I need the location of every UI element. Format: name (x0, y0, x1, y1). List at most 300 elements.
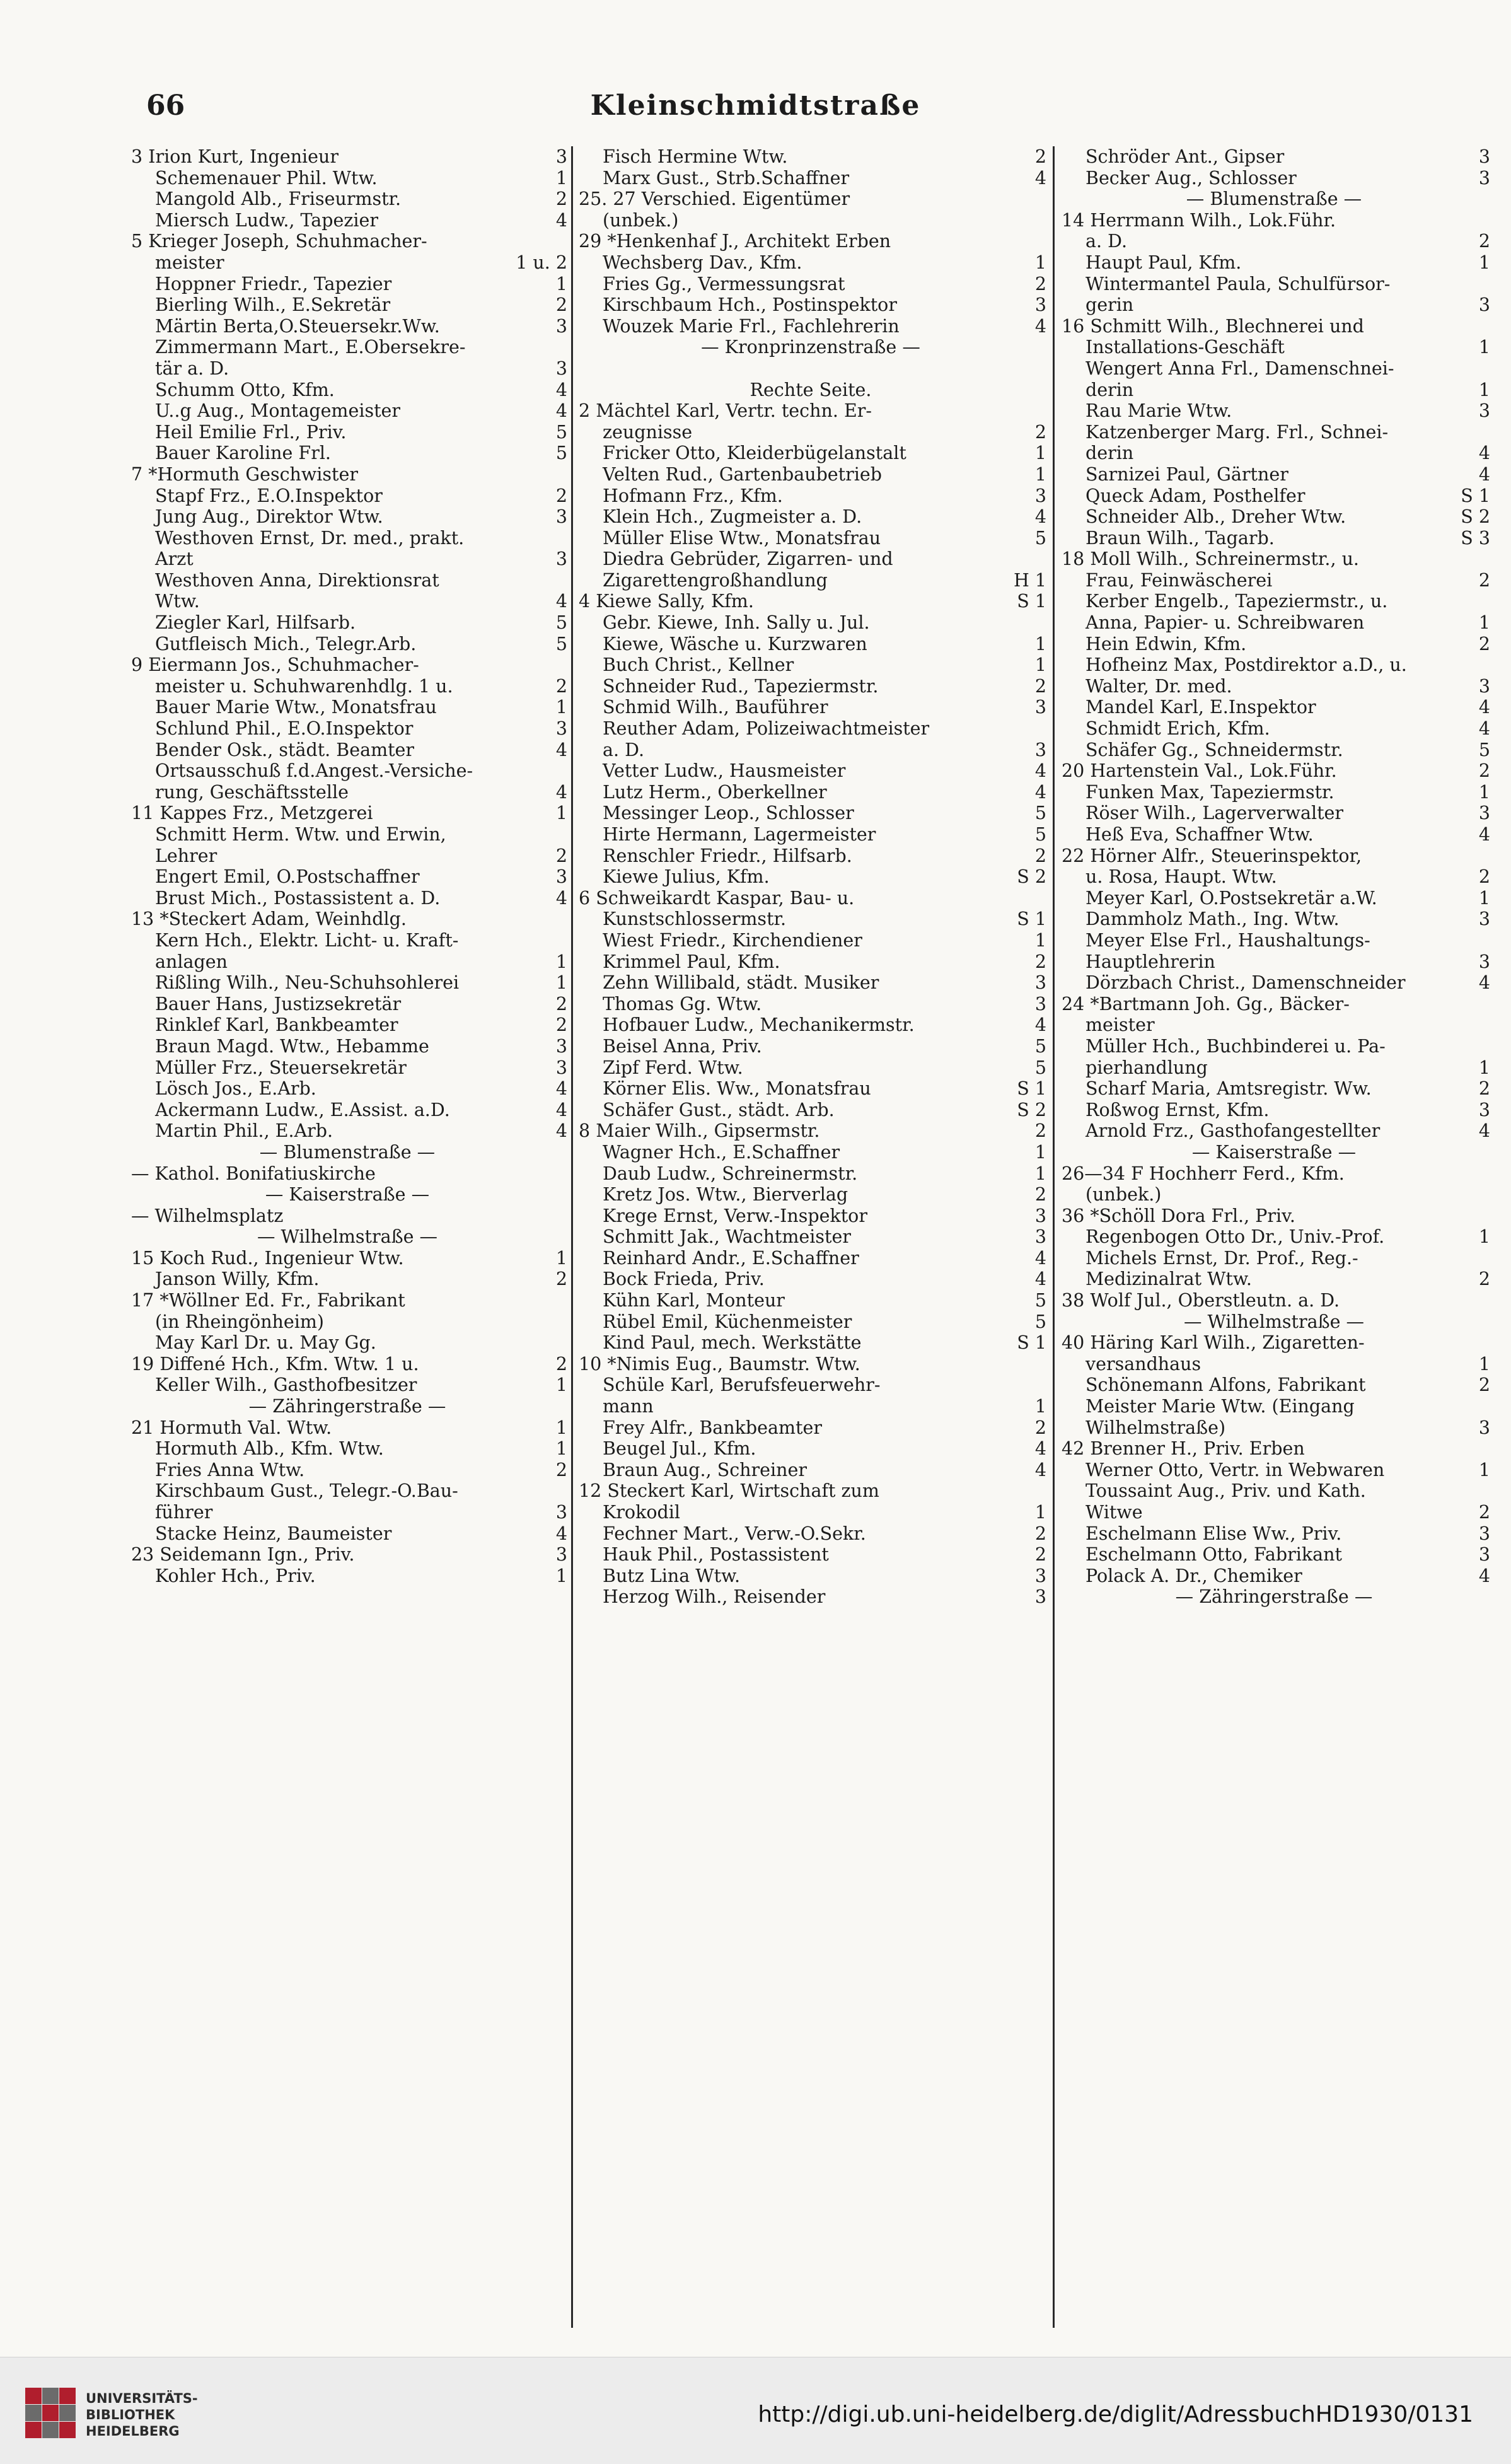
entry-text: Engert Emil, O.Postschaffner (155, 866, 420, 888)
directory-entry (1062, 1311, 1490, 1333)
entry-floor: 1 (1478, 887, 1490, 909)
directory-entry (131, 1417, 567, 1439)
entry-text: Wagner Hch., E.Schaffner (603, 1141, 840, 1163)
entry-text: Hofmann Frz., Kfm. (603, 485, 783, 506)
directory-entry (579, 1311, 1046, 1333)
entry-text: Fricker Otto, Kleiderbügelanstalt (603, 443, 906, 464)
entry-text: Schneider Alb., Dreher Wtw. (1085, 506, 1346, 528)
directory-entry (579, 846, 1046, 867)
entry-text: Gebr. Kiewe, Inh. Sally u. Jul. (603, 612, 870, 634)
column-2 (579, 146, 1046, 1608)
entry-floor: 4 (1034, 167, 1046, 189)
entry-text: Zigarettengroßhandlung (603, 569, 828, 591)
entry-floor: 2 (555, 1459, 567, 1480)
entry-floor: 4 (1478, 697, 1490, 718)
entry-text: 26—34 F Hochherr Ferd., Kfm. (1062, 1163, 1345, 1184)
entry-floor: 4 (1034, 506, 1046, 528)
directory-entry (1062, 718, 1490, 740)
directory-entry (131, 972, 567, 994)
entry-text: mann (603, 1396, 654, 1417)
directory-entry (579, 994, 1046, 1015)
directory-entry (131, 380, 567, 401)
entry-text: Westhoven Ernst, Dr. med., prakt. (155, 527, 465, 549)
entry-floor: 1 (555, 1565, 567, 1586)
entry-text: Scharf Maria, Amtsregistr. Ww. (1085, 1078, 1372, 1100)
directory-entry (1062, 1502, 1490, 1523)
entry-floor: 4 (555, 781, 567, 803)
directory-entry (131, 316, 567, 337)
directory-entry (579, 1184, 1046, 1206)
entry-text: derin (1085, 379, 1134, 400)
directory-entry (131, 1354, 567, 1375)
directory-entry (579, 189, 1046, 210)
entry-text: Meister Marie Wtw. (Eingang (1085, 1396, 1355, 1417)
entry-text: Schemenauer Phil. Wtw. (155, 167, 378, 189)
directory-entry (1062, 464, 1490, 485)
entry-text: zeugnisse (603, 421, 693, 443)
entry-text: Wiest Friedr., Kirchendiener (603, 929, 862, 951)
entry-floor: 3 (1478, 400, 1490, 422)
entry-text: Zehn Willibald, städt. Musiker (603, 972, 879, 994)
entry-floor: 3 (1034, 972, 1046, 994)
entry-text: May Karl Dr. u. May Gg. (155, 1332, 376, 1354)
entry-floor: 2 (1034, 1523, 1046, 1544)
directory-entry (1062, 654, 1490, 676)
entry-floor: 3 (1478, 951, 1490, 972)
directory-entry (1062, 422, 1490, 443)
directory-entry (131, 400, 567, 422)
directory-entry (579, 1480, 1046, 1502)
entry-text: Stapf Frz., E.O.Inspektor (155, 485, 383, 506)
directory-entry (1062, 1396, 1490, 1417)
entry-floor: 4 (1034, 760, 1046, 782)
entry-floor: 5 (555, 612, 567, 634)
directory-entry (131, 1036, 567, 1057)
directory-entry (1062, 549, 1490, 570)
footer-bar (0, 2357, 1511, 2464)
entry-text: Ziegler Karl, Hilfsarb. (155, 612, 356, 634)
directory-entry (131, 909, 567, 930)
entry-floor: 5 (1034, 1035, 1046, 1057)
directory-entry (1062, 189, 1490, 210)
entry-floor: S 2 (1461, 506, 1490, 528)
entry-text: Fries Gg., Vermessungsrat (603, 273, 845, 294)
entry-floor: 3 (1034, 1205, 1046, 1226)
entry-text: Zimmermann Mart., E.Obersekre- (155, 337, 466, 358)
entry-text: 13 *Steckert Adam, Weinhdlg. (131, 909, 407, 930)
entry-floor: 1 (555, 167, 567, 189)
entry-text: 2 Mächtel Karl, Vertr. techn. Er- (579, 400, 872, 422)
entry-floor: 2 (555, 675, 567, 697)
entry-floor: 5 (555, 633, 567, 654)
directory-entry (1062, 358, 1490, 380)
entry-floor: 4 (1034, 1247, 1046, 1269)
directory-entry (1062, 570, 1490, 591)
directory-entry (579, 1036, 1046, 1057)
entry-floor: 2 (555, 1353, 567, 1374)
entry-text: anlagen (155, 951, 228, 972)
entry-floor: 4 (1034, 781, 1046, 803)
entry-text: Kiewe, Wäsche u. Kurzwaren (603, 633, 867, 654)
entry-text: — Blumenstraße — (1186, 189, 1362, 210)
entry-floor: 3 (1034, 485, 1046, 506)
entry-floor: 2 (1478, 1374, 1490, 1396)
entry-text: Witwe (1085, 1502, 1143, 1523)
directory-entry (131, 591, 567, 612)
directory-entry (131, 1206, 567, 1227)
directory-entry (579, 549, 1046, 570)
library-name (86, 2390, 198, 2439)
entry-floor: 4 (1034, 1269, 1046, 1290)
directory-entry (1062, 1354, 1490, 1375)
entry-text: Hein Edwin, Kfm. (1085, 633, 1247, 654)
entry-floor: 2 (1034, 1544, 1046, 1566)
directory-entry (579, 591, 1046, 612)
source-url-link[interactable]: http://digi.ub.uni-heidelberg.de/diglit/AdressbuchHD1930/0131 (758, 2402, 1473, 2427)
directory-entry (1062, 1057, 1490, 1079)
entry-text: Dörzbach Christ., Damenschneider (1085, 972, 1406, 994)
entry-text: — Kaiserstraße — (265, 1184, 430, 1206)
directory-entry (131, 612, 567, 634)
directory-entry (131, 1226, 567, 1248)
entry-text: 9 Eiermann Jos., Schuhmacher- (131, 654, 419, 676)
directory-entry (131, 1163, 567, 1185)
directory-entry (1062, 231, 1490, 252)
directory-entry (579, 1460, 1046, 1481)
entry-floor: S 1 (1017, 1078, 1046, 1100)
directory-entry (1062, 634, 1490, 655)
directory-entry (579, 676, 1046, 697)
entry-text: 20 Hartenstein Val., Lok.Führ. (1062, 760, 1337, 782)
entry-floor: 2 (1034, 675, 1046, 697)
entry-floor: 4 (1478, 824, 1490, 845)
entry-text: Braun Wilh., Tagarb. (1085, 527, 1275, 549)
column-3 (1062, 146, 1490, 1608)
entry-floor: 2 (1478, 1502, 1490, 1523)
directory-entry (1062, 1269, 1490, 1290)
entry-text: — Kaiserstraße — (1191, 1141, 1357, 1163)
directory-entry (131, 1057, 567, 1079)
entry-text: Daub Ludw., Schreinermstr. (603, 1163, 858, 1184)
entry-text: Vetter Ludw., Hausmeister (603, 760, 846, 782)
entry-text: Queck Adam, Posthelfer (1085, 485, 1305, 506)
entry-text: Bender Osk., städt. Beamter (155, 739, 415, 760)
entry-text: 38 Wolf Jul., Oberstleutn. a. D. (1062, 1290, 1340, 1311)
entry-text: Braun Magd. Wtw., Hebamme (155, 1035, 429, 1057)
directory-entry (1062, 252, 1490, 274)
directory-entry (1062, 1544, 1490, 1566)
directory-entry (131, 930, 567, 951)
entry-text: Krege Ernst, Verw.-Inspektor (603, 1205, 867, 1226)
entry-text: a. D. (1085, 231, 1128, 252)
entry-floor: 1 (1034, 654, 1046, 676)
entry-text: Rau Marie Wtw. (1085, 400, 1232, 422)
entry-text: Müller Frz., Steuersekretär (155, 1057, 407, 1078)
entry-floor: 4 (555, 209, 567, 231)
entry-text: Bauer Karoline Frl. (155, 443, 331, 464)
directory-entry (131, 1502, 567, 1523)
directory-entry (1062, 1184, 1490, 1206)
directory-entry (131, 846, 567, 867)
directory-entry (131, 951, 567, 973)
directory-entry (1062, 866, 1490, 888)
entry-text: 11 Kappes Frz., Metzgerei (131, 803, 373, 824)
directory-entry (579, 1269, 1046, 1290)
directory-entry (131, 782, 567, 803)
directory-entry (579, 443, 1046, 464)
entry-text: Hauptlehrerin (1085, 951, 1215, 972)
directory-entry (131, 1396, 567, 1417)
entry-text: Märtin Berta,O.Steuersekr.Ww. (155, 315, 440, 337)
entry-text: Lösch Jos., E.Arb. (155, 1078, 316, 1100)
directory-entry (579, 146, 1046, 168)
entry-text: Anna, Papier- u. Schreibwaren (1085, 612, 1365, 634)
entry-text: 22 Hörner Alfr., Steuerinspektor, (1062, 845, 1362, 866)
entry-text: Herzog Wilh., Reisender (603, 1586, 826, 1608)
entry-floor: 2 (555, 993, 567, 1014)
directory-entry (579, 972, 1046, 994)
directory-entry (579, 1057, 1046, 1079)
entry-text: Buch Christ., Kellner (603, 654, 794, 676)
directory-entry (579, 1014, 1046, 1036)
directory-entry (579, 866, 1046, 888)
directory-entry (131, 549, 567, 570)
entry-text: 19 Diffené Hch., Kfm. Wtw. 1 u. (131, 1353, 419, 1374)
entry-text: Ortsausschuß f.d.Angest.-Versiche- (155, 760, 473, 782)
entry-floor: 3 (1478, 167, 1490, 189)
entry-floor: 3 (1478, 803, 1490, 824)
entry-text: Funken Max, Tapeziermstr. (1085, 781, 1334, 803)
entry-floor: 1 (555, 972, 567, 994)
entry-floor: 2 (1034, 146, 1046, 167)
directory-entry (1062, 676, 1490, 697)
entry-text: gerin (1085, 294, 1134, 316)
entry-floor: 3 (1034, 697, 1046, 718)
entry-floor: 3 (1034, 1226, 1046, 1248)
entry-text: tär a. D. (155, 357, 229, 379)
entry-text: (unbek.) (1085, 1184, 1162, 1206)
entry-text: — Wilhelmstraße — (257, 1226, 438, 1248)
directory-entry (1062, 337, 1490, 358)
entry-floor: 4 (555, 1078, 567, 1100)
directory-entry (131, 231, 567, 252)
entry-text: Schmitt Herm. Wtw. und Erwin, (155, 824, 446, 845)
entry-text: 5 Krieger Joseph, Schuhmacher- (131, 231, 427, 252)
directory-entry (131, 1290, 567, 1311)
directory-entry (579, 1142, 1046, 1163)
entry-floor: 5 (1034, 1290, 1046, 1311)
column-divider (571, 146, 573, 2328)
directory-entry (579, 231, 1046, 252)
directory-entry (579, 1354, 1046, 1375)
entry-floor: 1 (1478, 379, 1490, 400)
entry-text: Hofbauer Ludw., Mechanikermstr. (603, 1014, 915, 1036)
directory-entry (131, 358, 567, 380)
entry-text: Jung Aug., Direktor Wtw. (155, 506, 383, 528)
entry-text: Schmidt Erich, Kfm. (1085, 718, 1270, 740)
entry-text: Mangold Alb., Friseurmstr. (155, 189, 402, 210)
directory-entry (131, 994, 567, 1015)
directory-entry (1062, 485, 1490, 507)
directory-entry (1062, 1248, 1490, 1269)
entry-floor: 3 (1034, 739, 1046, 760)
directory-entry (1062, 1100, 1490, 1121)
column-1 (131, 146, 567, 1586)
entry-text: Diedra Gebrüder, Zigarren- und (603, 549, 893, 570)
entry-floor: 1 (1478, 252, 1490, 273)
entry-text: Bierling Wilh., E.Sekretär (155, 294, 391, 316)
entry-text: Wintermantel Paula, Schulfürsor- (1085, 273, 1391, 294)
directory-entry (1062, 1226, 1490, 1248)
directory-entry (131, 146, 567, 168)
entry-floor: 3 (1478, 1099, 1490, 1120)
directory-entry (1062, 824, 1490, 846)
directory-entry (579, 888, 1046, 909)
directory-entry (1062, 443, 1490, 464)
entry-floor: S 1 (1017, 909, 1046, 930)
entry-floor: 3 (1034, 1586, 1046, 1608)
entry-text: Kiewe Julius, Kfm. (603, 866, 770, 888)
entry-floor: 4 (1034, 1014, 1046, 1036)
entry-text: Schönemann Alfons, Fabrikant (1085, 1374, 1366, 1396)
entry-text: Klein Hch., Zugmeister a. D. (603, 506, 862, 528)
entry-floor: 3 (555, 357, 567, 379)
directory-entry (131, 528, 567, 549)
entry-floor: 3 (1478, 1417, 1490, 1438)
entry-text: Kind Paul, mech. Werkstätte (603, 1332, 862, 1354)
column-divider (1053, 146, 1055, 2328)
entry-text: Haupt Paul, Kfm. (1085, 252, 1242, 273)
entry-floor: 1 (1478, 1353, 1490, 1374)
entry-floor: 5 (555, 421, 567, 443)
entry-floor: 4 (1034, 315, 1046, 337)
directory-entry (1062, 146, 1490, 168)
entry-text: Rißling Wilh., Neu-Schuhsohlerei (155, 972, 460, 994)
entry-text: Hauk Phil., Postassistent (603, 1544, 829, 1566)
directory-entry (1062, 1036, 1490, 1057)
entry-floor: 1 (555, 1247, 567, 1269)
directory-entry (579, 294, 1046, 316)
entry-text: Schumm Otto, Kfm. (155, 379, 335, 400)
entry-floor: 4 (555, 887, 567, 909)
directory-entry (131, 252, 567, 274)
entry-text: Röser Wilh., Lagerverwalter (1085, 803, 1344, 824)
entry-text: Messinger Leop., Schlosser (603, 803, 854, 824)
entry-floor: 1 (1034, 463, 1046, 485)
entry-floor: 1 (1034, 1163, 1046, 1184)
entry-text: a. D. (603, 739, 645, 760)
directory-entry (579, 1586, 1046, 1608)
directory-entry (1062, 1417, 1490, 1439)
entry-text: Hormuth Alb., Kfm. Wtw. (155, 1438, 384, 1460)
entry-text: meister (155, 252, 224, 273)
directory-entry (131, 634, 567, 655)
directory-entry (131, 1332, 567, 1354)
entry-floor: 1 (1478, 1459, 1490, 1480)
entry-floor: 1 (1034, 443, 1046, 464)
entry-text: versandhaus (1085, 1353, 1201, 1374)
entry-text: meister (1085, 1014, 1155, 1036)
directory-entry (131, 337, 567, 358)
entry-text: Michels Ernst, Dr. Prof., Reg.- (1085, 1247, 1358, 1269)
entry-text: Velten Rud., Gartenbaubetrieb (603, 463, 882, 485)
entry-floor: 3 (1034, 1565, 1046, 1586)
library-name-line: BIBLIOTHEK (86, 2407, 175, 2422)
entry-floor: 5 (1034, 1057, 1046, 1078)
entry-text: Arzt (155, 549, 194, 570)
entry-text: Kerber Engelb., Tapeziermstr., u. (1085, 591, 1388, 612)
directory-entry (1062, 316, 1490, 337)
directory-entry (131, 718, 567, 740)
entry-text: Kern Hch., Elektr. Licht- u. Kraft- (155, 929, 459, 951)
directory-entry (579, 782, 1046, 803)
directory-entry (1062, 972, 1490, 994)
entry-text: Lehrer (155, 845, 217, 866)
entry-floor: 2 (1478, 633, 1490, 654)
entry-floor: 3 (555, 146, 567, 167)
directory-entry (1062, 294, 1490, 316)
entry-text: Krimmel Paul, Kfm. (603, 951, 780, 972)
entry-text: (in Rheingönheim) (155, 1311, 325, 1332)
entry-text: Stacke Heinz, Baumeister (155, 1523, 392, 1544)
entry-text: Mandel Karl, E.Inspektor (1085, 697, 1316, 718)
entry-text: Körner Elis. Ww., Monatsfrau (603, 1078, 871, 1100)
entry-text: — Wilhelmstraße — (1183, 1311, 1365, 1332)
entry-floor: S 2 (1017, 866, 1046, 888)
entry-text: Dammholz Math., Ing. Wtw. (1085, 909, 1340, 930)
entry-floor: 1 (555, 951, 567, 972)
directory-entry (579, 1544, 1046, 1566)
entry-text: Wilhelmstraße) (1085, 1417, 1226, 1438)
directory-entry (131, 294, 567, 316)
entry-floor: H 1 (1013, 569, 1046, 591)
entry-floor: 2 (1478, 866, 1490, 888)
directory-entry (1062, 803, 1490, 824)
entry-floor: 4 (555, 1523, 567, 1544)
directory-entry (1062, 1480, 1490, 1502)
directory-entry (131, 1100, 567, 1121)
directory-entry (1062, 994, 1490, 1015)
entry-text: Heß Eva, Schaffner Wtw. (1085, 824, 1314, 845)
entry-floor: 4 (555, 1120, 567, 1142)
entry-floor: 4 (1478, 718, 1490, 740)
entry-text: 10 *Nimis Eug., Baumstr. Wtw. (579, 1353, 860, 1374)
entry-text: Müller Elise Wtw., Monatsfrau (603, 527, 881, 549)
entry-text: — Zähringerstraße — (248, 1396, 446, 1417)
entry-floor: 3 (1034, 993, 1046, 1014)
entry-floor: 1 (555, 273, 567, 294)
entry-text: — Blumenstraße — (259, 1141, 436, 1163)
directory-entry (131, 676, 567, 697)
directory-entry (1062, 210, 1490, 231)
entry-text: Hirte Hermann, Lagermeister (603, 824, 876, 845)
directory-entry (131, 1311, 567, 1333)
entry-floor: 3 (1478, 294, 1490, 316)
library-name-line: HEIDELBERG (86, 2424, 180, 2439)
entry-text: Installations-Geschäft (1085, 337, 1285, 358)
directory-entry (1062, 168, 1490, 189)
entry-floor: 1 (1034, 1502, 1046, 1523)
entry-floor: 2 (1034, 273, 1046, 294)
directory-entry (1062, 1142, 1490, 1163)
directory-entry (131, 168, 567, 189)
directory-entry (1062, 1332, 1490, 1354)
entry-floor: 1 (555, 1374, 567, 1396)
entry-text: 18 Moll Wilh., Schreinermstr., u. (1062, 549, 1359, 570)
directory-entry (579, 1100, 1046, 1121)
entry-floor: 5 (1034, 527, 1046, 549)
directory-entry (131, 760, 567, 782)
